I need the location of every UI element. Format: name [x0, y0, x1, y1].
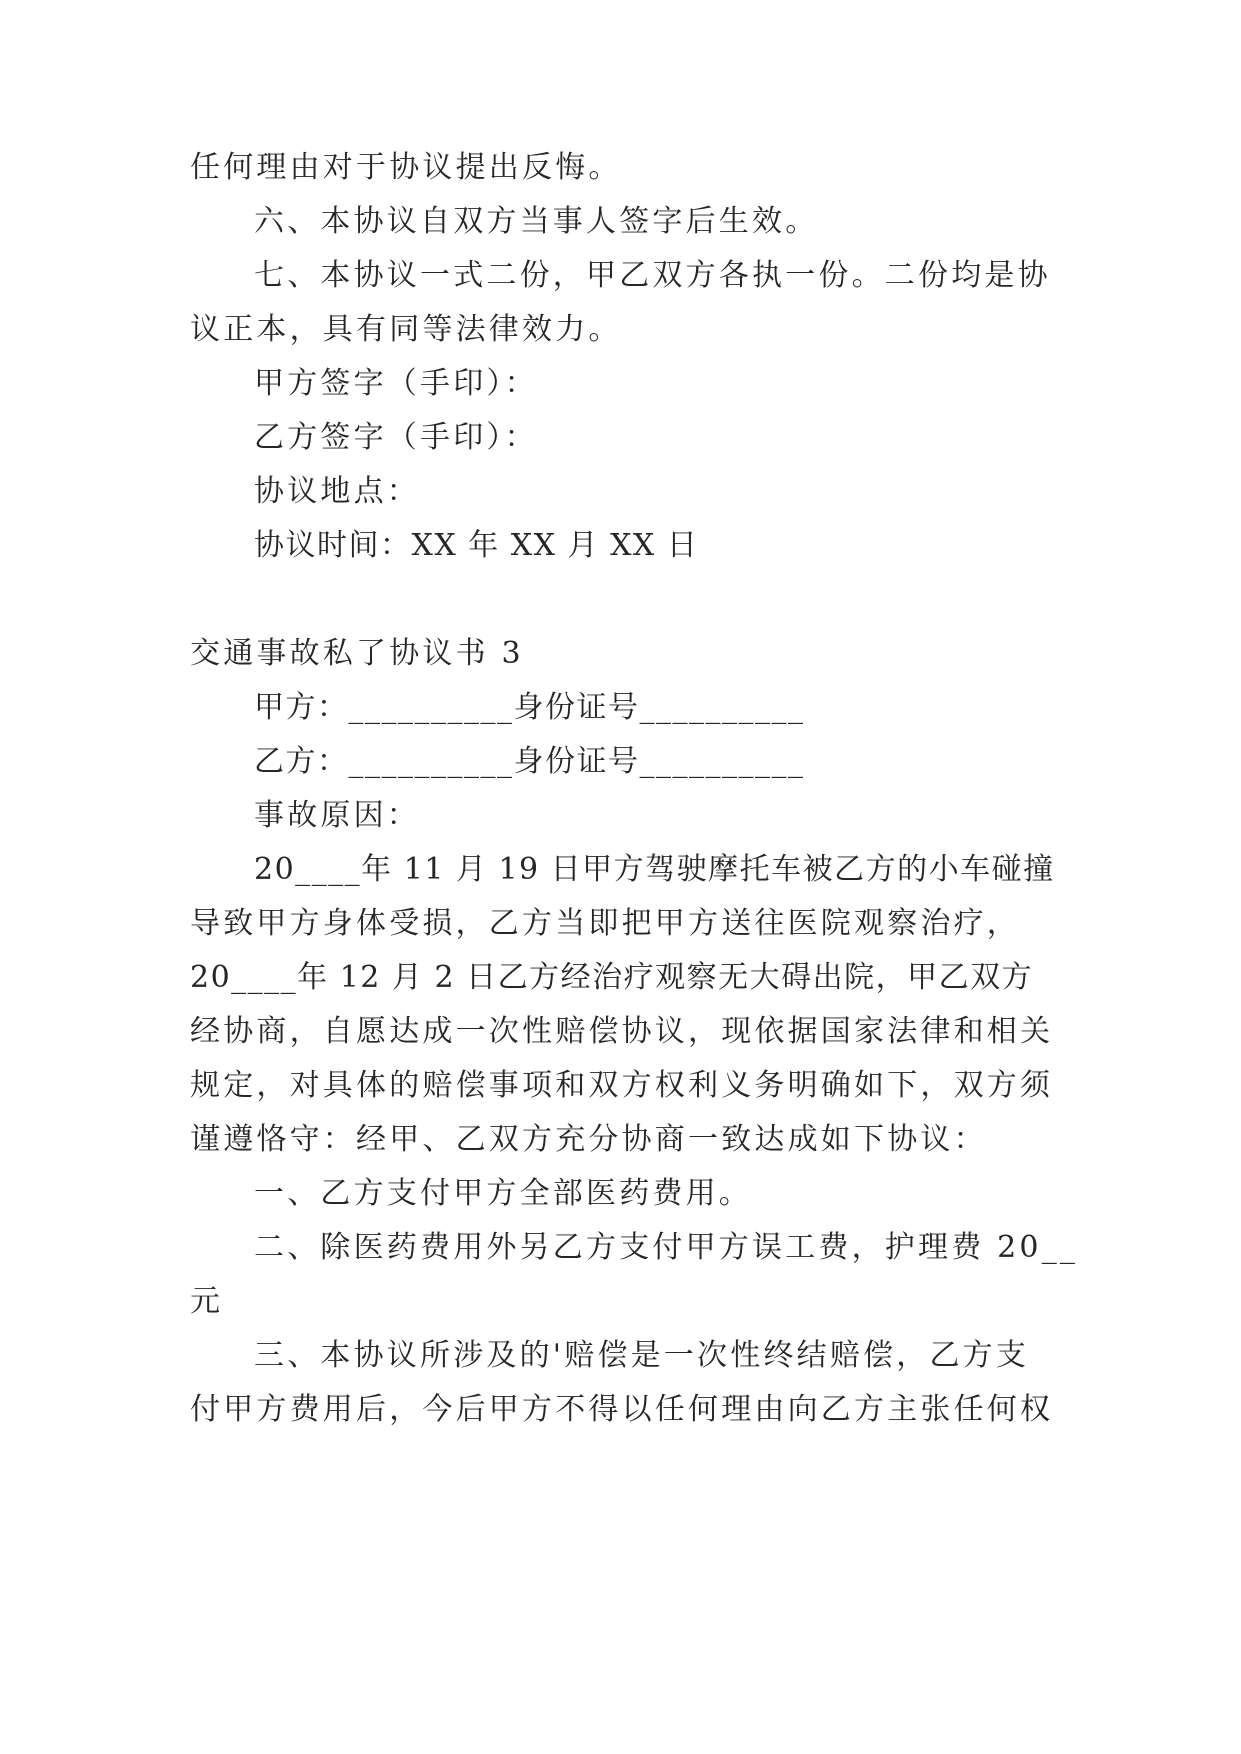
text-line: 付甲方费用后，今后甲方不得以任何理由向乙方主张任何权	[190, 1392, 1054, 1427]
accident-cause-label: 事故原因：	[254, 798, 420, 833]
text-line: 导致甲方身体受损，乙方当即把甲方送往医院观察治疗，	[190, 906, 1020, 941]
clause-three: 三、本协议所涉及的'赔偿是一次性终结赔偿，乙方支	[254, 1338, 1030, 1373]
party-a-signature-label: 甲方签字（手印）：	[254, 366, 538, 401]
text-line: 20____年 12 月 2 日乙方经治疗观察无大碍出院，甲乙双方	[190, 960, 1034, 995]
text-line: 经协商，自愿达成一次性赔偿协议，现依据国家法律和相关	[190, 1014, 1054, 1049]
clause-one: 一、乙方支付甲方全部医药费用。	[254, 1176, 752, 1211]
party-b-info: 乙方：__________身份证号__________	[254, 744, 805, 779]
party-b-signature-label: 乙方签字（手印）：	[254, 420, 538, 455]
text-line: 元	[190, 1284, 222, 1319]
clause-six: 六、本协议自双方当事人签字后生效。	[254, 204, 819, 239]
party-a-info: 甲方：__________身份证号__________	[254, 690, 805, 725]
clause-seven: 七、本协议一式二份，甲乙双方各执一份。二份均是协	[254, 258, 1051, 293]
section-title: 交通事故私了协议书 3	[190, 636, 524, 671]
agreement-location-label: 协议地点：	[254, 474, 420, 509]
agreement-date-label: 协议时间：XX 年 XX 月 XX 日	[254, 528, 699, 563]
text-line: 谨遵恪守：经甲、乙双方充分协商一致达成如下协议：	[190, 1122, 987, 1157]
clause-two: 二、除医药费用外另乙方支付甲方误工费，护理费 20__	[254, 1230, 1079, 1265]
text-line: 规定，对具体的赔偿事项和双方权利义务明确如下，双方须	[190, 1068, 1054, 1103]
text-line: 任何理由对于协议提出反悔。	[190, 150, 622, 185]
text-line: 20____年 11 月 19 日甲方驾驶摩托车被乙方的小车碰撞	[254, 852, 1055, 887]
text-line: 议正本，具有同等法律效力。	[190, 312, 622, 347]
